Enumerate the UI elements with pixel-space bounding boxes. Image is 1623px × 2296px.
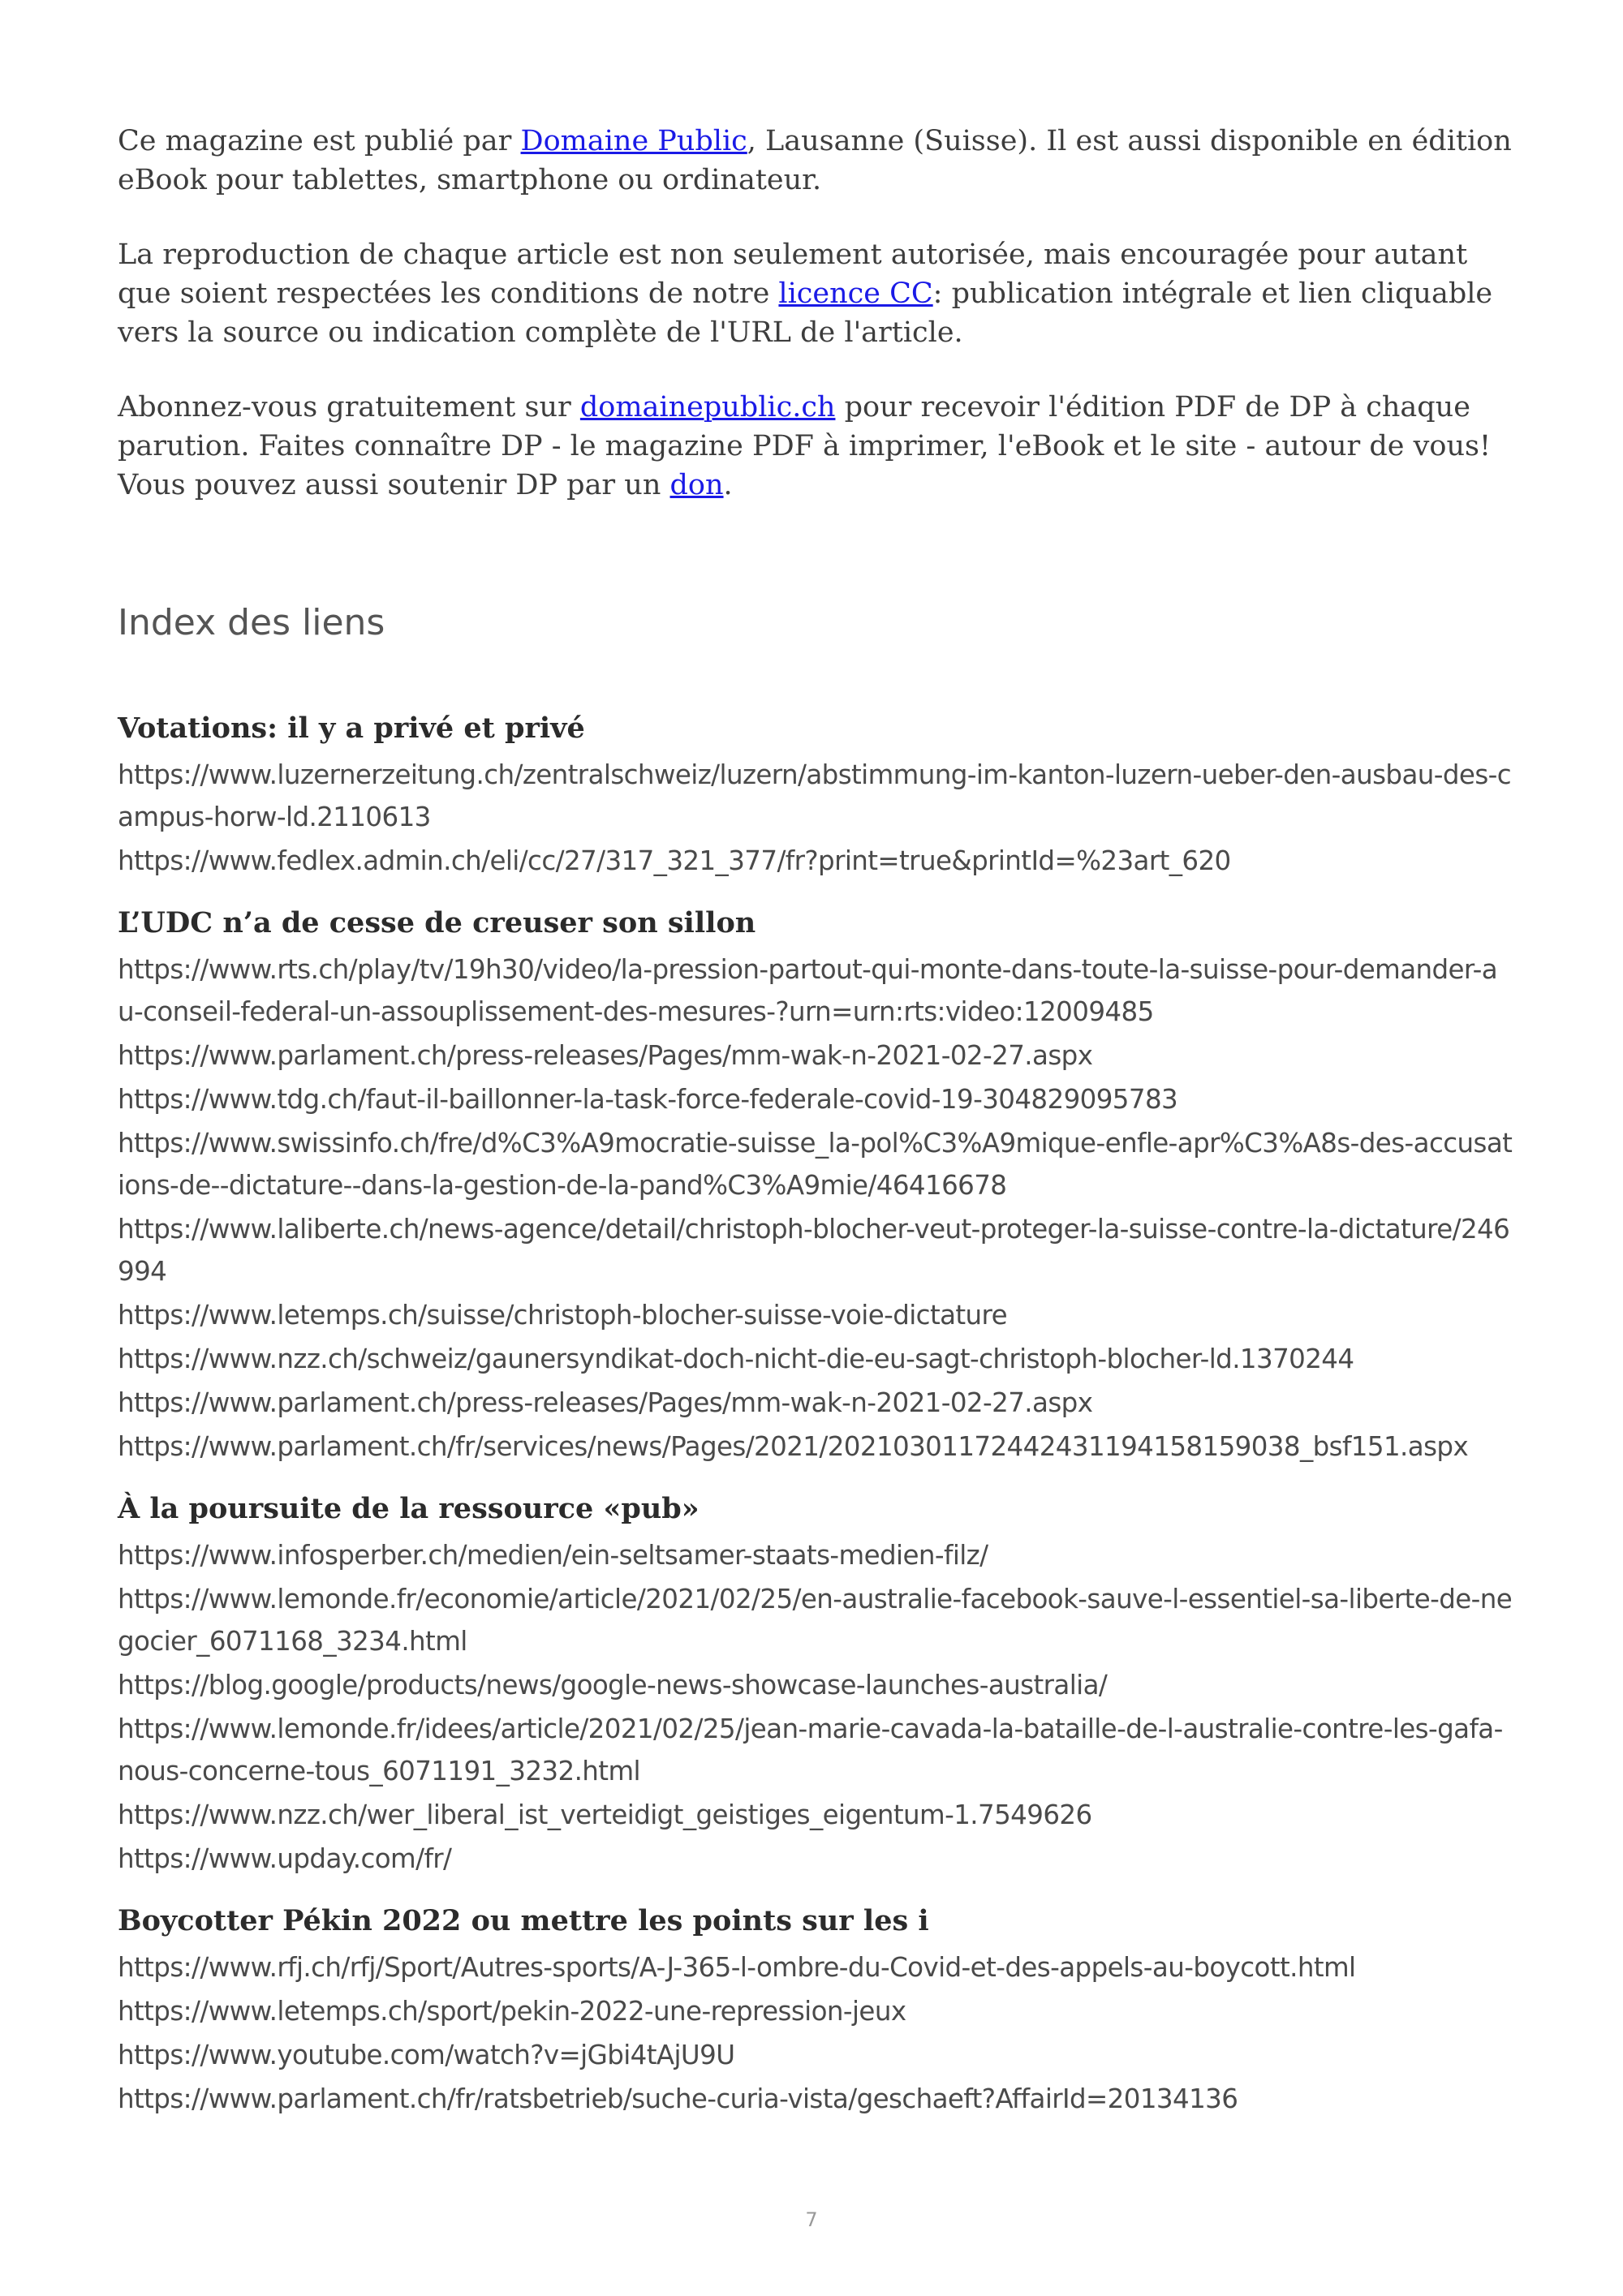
article-url[interactable]: https://www.parlament.ch/fr/ratsbetrieb/suche-curia-vista/geschaeft?AffairId=20134136 — [118, 2083, 1238, 2114]
link-index — [118, 710, 1513, 2120]
article-links-section — [118, 905, 1513, 1468]
intro-text: : publication intégrale et lien cliquable vers la source ou indication complète de l'URL de l'article. — [118, 277, 1493, 349]
article-url[interactable]: https://www.rfj.ch/rfj/Sport/Autres-sports/A-J-365-l-ombre-du-Covid-et-des-appels-au-boycott.html — [118, 1952, 1356, 1983]
article-url[interactable]: https://www.parlament.ch/press-releases/Pages/mm-wak-n-2021-02-27.aspx — [118, 1387, 1093, 1418]
index-title: Index des liens — [118, 602, 385, 643]
article-url[interactable]: https://www.letemps.ch/suisse/christoph-blocher-suisse-voie-dictature — [118, 1300, 1007, 1331]
article-links-section — [118, 1903, 1513, 2120]
article-url[interactable]: https://www.upday.com/fr/ — [118, 1843, 452, 1874]
article-url[interactable]: https://www.nzz.ch/wer_liberal_ist_verteidigt_geistiges_eigentum-1.7549626 — [118, 1799, 1092, 1830]
article-title: Votations: il y a privé et privé — [118, 712, 585, 745]
article-title: À la poursuite de la ressource «pub» — [118, 1492, 700, 1525]
article-url[interactable]: https://www.luzernerzeitung.ch/zentralschweiz/luzern/abstimmung-im-kanton-luzern-ueber-den-ausbau-des-campus-horw-ld.2110613 — [118, 759, 1512, 832]
article-links-section — [118, 1490, 1513, 1880]
intro-section — [118, 122, 1513, 505]
page-number: 7 — [805, 2208, 818, 2231]
domaine-public-link[interactable]: Domaine Public — [520, 125, 747, 157]
intro-text: La reproduction de chaque article est non seulement autorisée, mais encouragée pour autant que soient respectées les conditions de notre — [118, 239, 1468, 310]
licence-cc-link[interactable]: licence CC — [778, 277, 933, 310]
article-url[interactable]: https://www.tdg.ch/faut-il-baillonner-la-task-force-federale-covid-19-304829095783 — [118, 1084, 1178, 1115]
article-url[interactable]: https://www.fedlex.admin.ch/eli/cc/27/317_321_377/fr?print=true&printId=%23art_620 — [118, 845, 1231, 876]
article-url[interactable]: https://www.rts.ch/play/tv/19h30/video/la-pression-partout-qui-monte-dans-toute-la-suisse-pour-demander-au-conseil-federal-un-assouplissement-des-mesures-?urn=urn:rts:video:12009485 — [118, 954, 1498, 1027]
article-url[interactable]: https://www.laliberte.ch/news-agence/detail/christoph-blocher-veut-proteger-la-suisse-contre-la-dictature/246994 — [118, 1214, 1510, 1287]
article-url[interactable]: https://www.swissinfo.ch/fre/d%C3%A9mocratie-suisse_la-pol%C3%A9mique-enfle-apr%C3%A8s-des-accusations-de--dictature--dans-la-gestion-de-la-pand%C3%A9mie/46416678 — [118, 1128, 1513, 1201]
intro-text: Ce magazine est publié par — [118, 125, 521, 157]
article-url[interactable]: https://www.lemonde.fr/economie/article/2021/02/25/en-australie-facebook-sauve-l-essentiel-sa-liberte-de-negocier_6071168_3234.html — [118, 1584, 1513, 1657]
document-page — [118, 122, 1513, 2143]
intro-text: , Lausanne (Suisse). Il est aussi disponible en édition eBook pour tablettes, smartphone ou ordinateur. — [118, 125, 1512, 196]
article-url[interactable]: https://blog.google/products/news/google-news-showcase-launches-australia/ — [118, 1670, 1108, 1701]
article-url[interactable]: https://www.lemonde.fr/idees/article/2021/02/25/jean-marie-cavada-la-bataille-de-l-australie-contre-les-gafa-nous-concerne-tous_6071191_3232.html — [118, 1713, 1503, 1786]
article-url[interactable]: https://www.parlament.ch/press-releases/Pages/mm-wak-n-2021-02-27.aspx — [118, 1040, 1093, 1071]
intro-paragraph-subscribe — [118, 388, 1513, 505]
article-url[interactable]: https://www.letemps.ch/sport/pekin-2022-une-repression-jeux — [118, 1996, 906, 2027]
article-url[interactable]: https://www.parlament.ch/fr/services/news/Pages/2021/20210301172442431194158159038_bsf151.aspx — [118, 1431, 1469, 1462]
article-title: L’UDC n’a de cesse de creuser son sillon — [118, 906, 756, 939]
domainepublic-link[interactable]: domainepublic.ch — [579, 391, 836, 424]
intro-paragraph-license — [118, 235, 1513, 352]
article-title: Boycotter Pékin 2022 ou mettre les points sur les i — [118, 1904, 929, 1937]
article-url[interactable]: https://www.youtube.com/watch?v=jGbi4tAjU9U — [118, 2040, 735, 2070]
don-link[interactable]: don — [669, 469, 724, 501]
article-url[interactable]: https://www.infosperber.ch/medien/ein-seltsamer-staats-medien-filz/ — [118, 1540, 988, 1571]
intro-text: . — [723, 469, 733, 501]
article-links-section — [118, 710, 1513, 882]
intro-paragraph-publisher — [118, 122, 1513, 200]
intro-text: Abonnez-vous gratuitement sur — [118, 391, 580, 424]
intro-text: pour recevoir l'édition PDF de DP à chaque parution. Faites connaître DP - le magazine PDF à imprimer, l'eBook et le site - autour de vous! Vous pouvez aussi soutenir DP par un — [118, 391, 1492, 501]
article-url[interactable]: https://www.nzz.ch/schweiz/gaunersyndikat-doch-nicht-die-eu-sagt-christoph-blocher-ld.1370244 — [118, 1344, 1354, 1374]
